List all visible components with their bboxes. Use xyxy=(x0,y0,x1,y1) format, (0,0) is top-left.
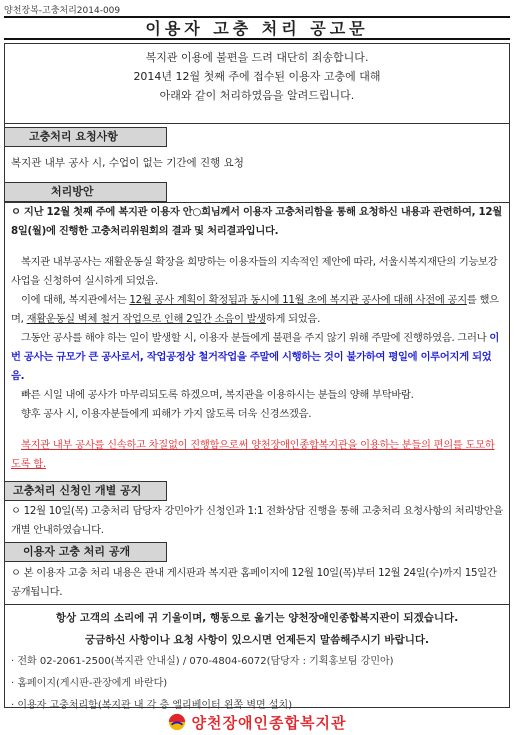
publish-text: ㅇ 본 이용자 고충 처리 내용은 관내 게시판과 복지관 홈페이지에 12월 10일(목)부터 12월 24일(수)까지 15일간 공개됩니다. xyxy=(11,567,497,598)
document-code: 양천장복-고충처리2014-009 xyxy=(4,6,121,16)
intro-line-2: 2014년 12월 첫째 주에 접수된 이용자 고충에 대해 xyxy=(133,70,381,83)
plan-body xyxy=(5,202,509,502)
counsel-text: ㅇ 12월 10일(목) 고충처리 담당자 강민아가 신청인과 1:1 전화상담 진행을 통해 고충처리 요청사항의 처리방안을 개별 안내하였습니다. xyxy=(11,505,503,536)
contact-phone: · 전화 02-2061-2500(복지관 안내실) / 070-4804-6072(담당자 : 기획홍보팀 강민아) xyxy=(11,656,394,667)
plan-p3-underline-2: 재활운동실 벽체 철거 작업으로 인해 2일간 소음이 발생 xyxy=(26,313,266,325)
plan-p4-a: 그동안 공사를 해야 하는 일이 발생할 시, 이용자 분들에게 불편을 주지 않기 위해 주말에 진행하였음. 그러나 xyxy=(21,332,490,344)
plan-paragraph-5: 향후 공사 시, 이용자분들에게 피해가 가지 않도록 더욱 신경쓰겠음. xyxy=(21,408,312,420)
org-logo-icon xyxy=(168,713,186,731)
request-heading: 고충처리 요청사항 xyxy=(5,127,167,147)
intro-block xyxy=(5,44,509,124)
intro-line-3: 아래와 같이 처리하였음을 알려드립니다. xyxy=(159,89,355,102)
plan-p4-highlight: 이번 공사는 규모가 큰 공사로서, 작업공정상 철거작업을 주말에 시행하는 것이 불가하여 평일에 이루어지게 되었음. xyxy=(11,332,499,382)
closing-block xyxy=(5,604,509,717)
plan-p3-underline-1: 12월 공사 계획이 확정됨과 동시에 11월 초에 복지관 공사에 대해 사전에 공지 xyxy=(129,294,467,306)
plan-paragraph-3 xyxy=(11,329,503,386)
contact-homepage: · 홈페이지(게시판-관장에게 바란다) xyxy=(11,678,168,689)
footer-logo xyxy=(0,709,514,735)
closing-line-2: 궁금하신 사항이나 요청 사항이 있으시면 언제든지 말씀해주시기 바랍니다. xyxy=(84,634,429,646)
request-text: 복지관 내부 공사 시, 수업이 없는 기간에 진행 요청 xyxy=(11,157,244,169)
counsel-heading: 고충처리 신청인 개별 공지 xyxy=(5,481,167,501)
plan-paragraph-4: 빠른 시일 내에 공사가 마무리되도록 하겠으며, 복지관을 이용하시는 분들의 양해 부탁바람. xyxy=(21,389,414,401)
plan-summary: ㅇ 지난 12월 첫째 주에 복지관 이용자 안○희님께서 이용자 고충처리함을 통해 요청하신 내용과 관련하여, 12월 8일(월)에 진행한 고충처리위원회의 결과 및 처리결과입니다. xyxy=(11,206,502,237)
notice-frame xyxy=(4,43,510,711)
contact-suggestion-box: · 이용자 고충처리함(복지관 내 각 층 엘리베이터 왼쪽 벽면 설치) xyxy=(11,700,293,711)
title-box xyxy=(4,16,510,40)
intro-line-1: 복지관 이용에 불편을 드려 대단히 죄송합니다. xyxy=(145,51,369,64)
plan-paragraph-1: 복지관 내부공사는 재활운동실 확장을 희망하는 이용자들의 지속적인 제안에 따라, 서울시복지재단의 기능보강 사업을 신청하여 실시하게 되었음. xyxy=(11,256,498,287)
plan-p3-c: 하게 되었음. xyxy=(265,313,321,325)
plan-conclusion: 복지관 내부 공사를 신속하고 차질없이 진행함으로써 양천장애인종합복지관을 이용하는 분들의 편의를 도모하도록 함. xyxy=(11,439,495,470)
closing-line-1: 항상 고객의 소리에 귀 기울이며, 행동으로 옮기는 양천장애인종합복지관이 되겠습니다. xyxy=(55,612,459,624)
plan-heading: 처리방안 xyxy=(5,182,167,202)
publish-heading: 이용자 고충 처리 공개 xyxy=(5,542,167,562)
plan-paragraph-2 xyxy=(11,291,503,329)
org-name: 양천장애인종합복지관 xyxy=(191,713,347,732)
page-title: 이용자 고충 처리 공고문 xyxy=(145,19,369,38)
plan-p3-b: 를 했으며, xyxy=(11,294,499,325)
plan-p3-a: 이에 대해, 복지관에서는 xyxy=(21,294,130,306)
